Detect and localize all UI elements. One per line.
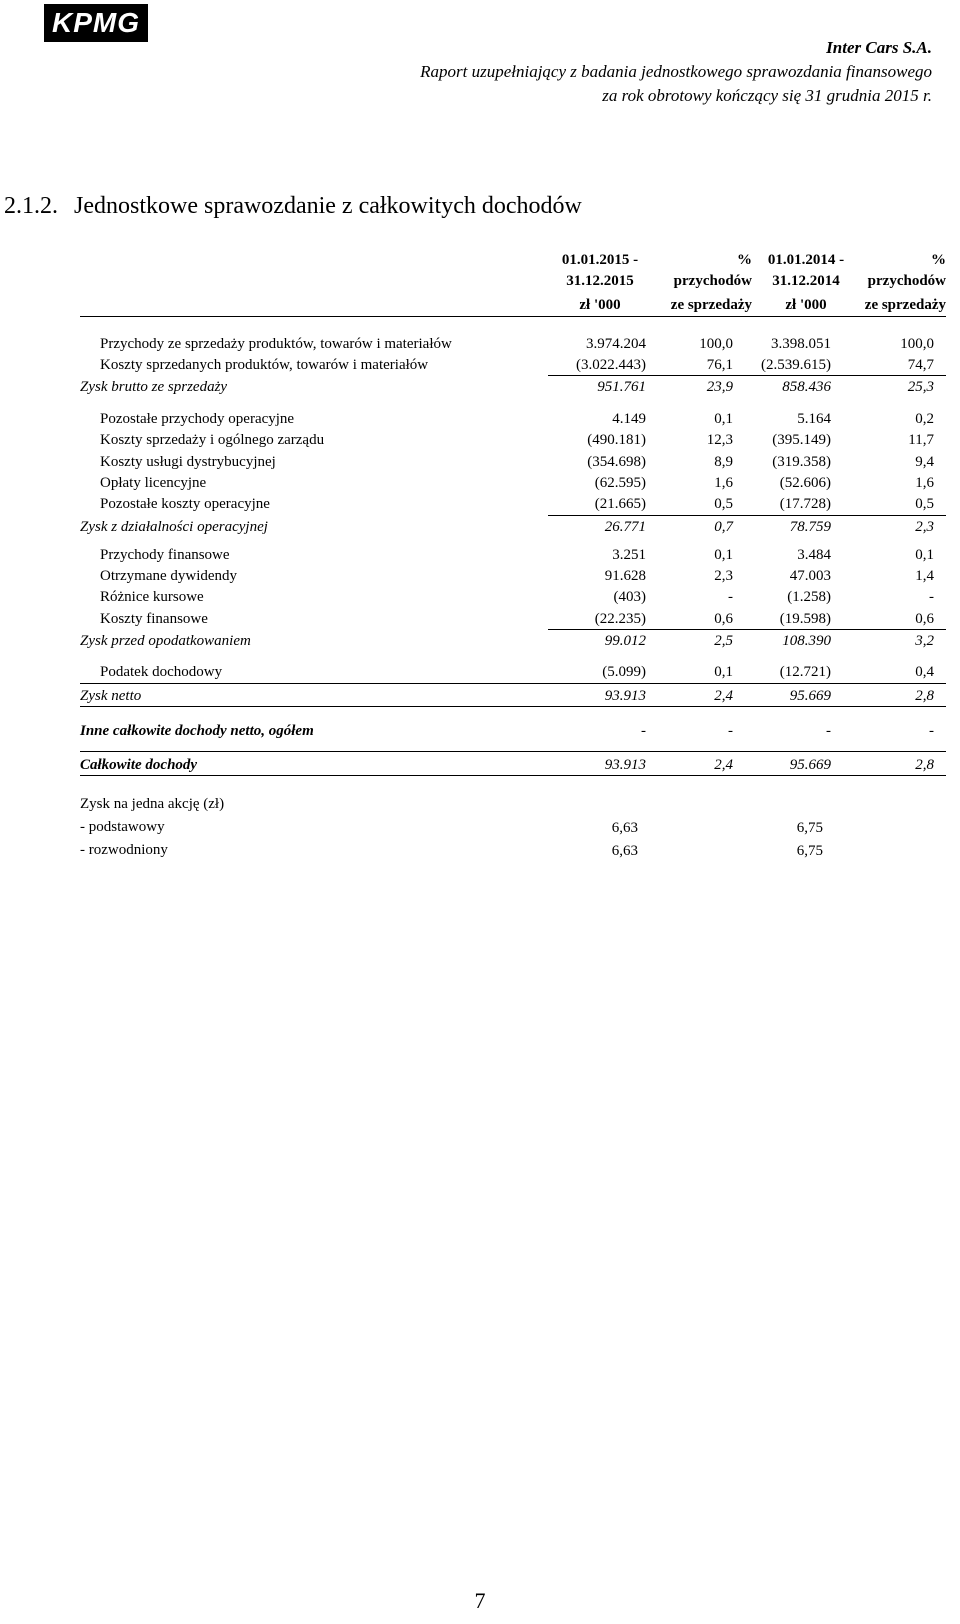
pct-2014: 3,2 [915, 633, 934, 649]
pct-2015: 100,0 [699, 336, 733, 352]
column-header-line: 01.01.2014 - [767, 252, 845, 268]
column-header-pct-2015 [656, 250, 752, 316]
eps-title: Zysk na jedna akcję (zł) [80, 796, 225, 812]
value-2014: (395.149) [772, 432, 831, 448]
row-label: Koszty usługi dystrybucyjnej [100, 454, 276, 470]
row-label: Zysk netto [80, 688, 142, 704]
pct-2015: 0,6 [714, 611, 733, 627]
value-2014: 47.003 [789, 568, 831, 584]
report-title: Raport uzupełniający z badania jednostkowego sprawozdania finansowego [420, 62, 932, 81]
row-label: Przychody ze sprzedaży produktów, towarów i materiałów [100, 336, 452, 352]
row-label: Zysk z działalności operacyjnej [80, 519, 268, 535]
value-2015: (62.595) [594, 475, 646, 491]
pct-2014: 0,4 [915, 664, 934, 680]
value-2014: (52.606) [779, 475, 831, 491]
row-label: Przychody finansowe [100, 547, 230, 563]
table-row-subtotal [80, 377, 946, 397]
value-2015: 4.149 [612, 411, 646, 427]
pct-2014: 1,4 [915, 568, 934, 584]
pct-2015: 0,1 [714, 664, 733, 680]
value-2014: 3.398.051 [771, 336, 831, 352]
row-label: Pozostałe koszty operacyjne [100, 496, 270, 512]
table-row-subtotal [80, 517, 946, 537]
pct-2015: 2,5 [714, 633, 733, 649]
pct-2015: 2,3 [714, 568, 733, 584]
page-number: 7 [474, 1588, 486, 1613]
value-2014: 3.484 [797, 547, 831, 563]
column-header-2015 [550, 250, 650, 316]
column-header-line: przychodów [867, 273, 946, 289]
table-row-total [80, 721, 946, 741]
total-rule [80, 683, 946, 684]
row-label: Koszty sprzedaży i ogólnego zarządu [100, 432, 325, 448]
total-rule [80, 775, 946, 776]
pct-2014: 0,1 [915, 547, 934, 563]
row-label: Zysk brutto ze sprzedaży [80, 379, 228, 395]
pct-2014: 0,2 [915, 411, 934, 427]
eps-basic-2015: 6,63 [611, 820, 638, 836]
value-2015: (354.698) [587, 454, 646, 470]
value-2015: (22.235) [594, 611, 646, 627]
pct-2015: 0,1 [714, 547, 733, 563]
row-label: Koszty sprzedanych produktów, towarów i materiałów [100, 357, 429, 373]
value-2014: 95.669 [789, 757, 831, 773]
column-header-line: % [931, 252, 946, 268]
company-name: Inter Cars S.A. [826, 38, 932, 57]
pct-2014: - [929, 723, 934, 739]
row-label: Zysk przed opodatkowaniem [80, 633, 251, 649]
table-row [80, 494, 946, 514]
row-label: Otrzymane dywidendy [100, 568, 238, 584]
value-2014: 5.164 [797, 411, 831, 427]
section-title: Jednostkowe sprawozdanie z całkowitych dochodów [74, 193, 582, 219]
subtotal-rule [548, 629, 946, 630]
value-2015: 91.628 [604, 568, 646, 584]
eps-basic-label: - podstawowy [80, 819, 165, 835]
header-rule [80, 316, 946, 317]
value-2014: 858.436 [782, 379, 831, 395]
eps-diluted-2014: 6,75 [796, 843, 823, 859]
pct-2015: 2,4 [714, 757, 733, 773]
column-header-line: % [737, 252, 752, 268]
column-header-line: zł '000 [579, 297, 621, 313]
pct-2015: 0,5 [714, 496, 733, 512]
value-2015: 26.771 [604, 519, 646, 535]
value-2014: 78.759 [789, 519, 831, 535]
column-header-line: ze sprzedaży [670, 297, 752, 313]
table-row [80, 355, 946, 375]
table-row-total [80, 755, 946, 775]
value-2014: (1.258) [787, 589, 831, 605]
eps-diluted-label: - rozwodniony [80, 842, 168, 858]
pct-2014: 0,5 [915, 496, 934, 512]
column-header-line: ze sprzedaży [864, 297, 946, 313]
eps-basic-row [80, 818, 946, 838]
column-header-line: przychodów [673, 273, 752, 289]
column-header-pct-2014 [856, 250, 946, 316]
table-row [80, 409, 946, 429]
row-label: Inne całkowite dochody netto, ogółem [80, 723, 314, 739]
table-row [80, 566, 946, 586]
pct-2015: 12,3 [706, 432, 733, 448]
pct-2015: - [728, 589, 733, 605]
total-rule [80, 751, 946, 752]
table-row-subtotal [80, 631, 946, 651]
pct-2015: 76,1 [706, 357, 733, 373]
section-heading [4, 193, 582, 220]
row-label: Opłaty licencyjne [100, 475, 207, 491]
value-2015: 93.913 [604, 757, 646, 773]
table-row [80, 430, 946, 450]
table-row [80, 452, 946, 472]
column-header-line: 31.12.2015 [566, 273, 634, 289]
eps-diluted-2015: 6,63 [611, 843, 638, 859]
value-2015: 93.913 [604, 688, 646, 704]
table-row [80, 334, 946, 354]
eps-basic-2014: 6,75 [796, 820, 823, 836]
kpmg-logo: KPMG [44, 4, 148, 42]
value-2015: (21.665) [594, 496, 646, 512]
value-2015: (3.022.443) [576, 357, 646, 373]
column-header-line: 31.12.2014 [772, 273, 840, 289]
value-2014: 108.390 [782, 633, 831, 649]
row-label: Pozostałe przychody operacyjne [100, 411, 295, 427]
eps-diluted-row [80, 841, 946, 861]
pct-2015: 0,1 [714, 411, 733, 427]
value-2015: (5.099) [602, 664, 646, 680]
value-2014: - [826, 723, 831, 739]
column-header-line: zł '000 [785, 297, 827, 313]
value-2015: - [641, 723, 646, 739]
row-label: Podatek dochodowy [100, 664, 223, 680]
table-row [80, 609, 946, 629]
pct-2014: 2,3 [915, 519, 934, 535]
column-header-line: 01.01.2015 - [561, 252, 639, 268]
pct-2015: 0,7 [714, 519, 733, 535]
pct-2014: 0,6 [915, 611, 934, 627]
pct-2014: - [929, 589, 934, 605]
section-number: 2.1.2. [4, 193, 58, 219]
value-2014: (19.598) [779, 611, 831, 627]
value-2015: 951.761 [597, 379, 646, 395]
pct-2014: 9,4 [915, 454, 934, 470]
pct-2014: 2,8 [915, 757, 934, 773]
value-2014: (319.358) [772, 454, 831, 470]
pct-2014: 25,3 [907, 379, 934, 395]
value-2015: 3.974.204 [586, 336, 646, 352]
table-row [80, 545, 946, 565]
pct-2015: 23,9 [706, 379, 733, 395]
table-row [80, 587, 946, 607]
pct-2015: 1,6 [714, 475, 733, 491]
column-header-2014 [758, 250, 854, 316]
row-label: Koszty finansowe [100, 611, 208, 627]
row-label: Różnice kursowe [100, 589, 204, 605]
report-period: za rok obrotowy kończący się 31 grudnia 2015 r. [602, 86, 932, 105]
value-2015: (490.181) [587, 432, 646, 448]
table-row [80, 662, 946, 682]
value-2014: (2.539.615) [761, 357, 831, 373]
row-label: Całkowite dochody [80, 757, 198, 773]
pct-2015: 2,4 [714, 688, 733, 704]
value-2014: (12.721) [779, 664, 831, 680]
pct-2014: 100,0 [900, 336, 934, 352]
value-2015: (403) [613, 589, 646, 605]
table-row-total [80, 686, 946, 706]
pct-2014: 2,8 [915, 688, 934, 704]
value-2015: 3.251 [612, 547, 646, 563]
value-2014: (17.728) [779, 496, 831, 512]
pct-2014: 11,7 [908, 432, 934, 448]
total-rule [80, 706, 946, 707]
table-row [80, 473, 946, 493]
subtotal-rule [548, 375, 946, 376]
pct-2015: - [728, 723, 733, 739]
value-2015: 99.012 [604, 633, 646, 649]
pct-2015: 8,9 [714, 454, 733, 470]
subtotal-rule [548, 515, 946, 516]
pct-2014: 1,6 [915, 475, 934, 491]
value-2014: 95.669 [789, 688, 831, 704]
pct-2014: 74,7 [907, 357, 934, 373]
